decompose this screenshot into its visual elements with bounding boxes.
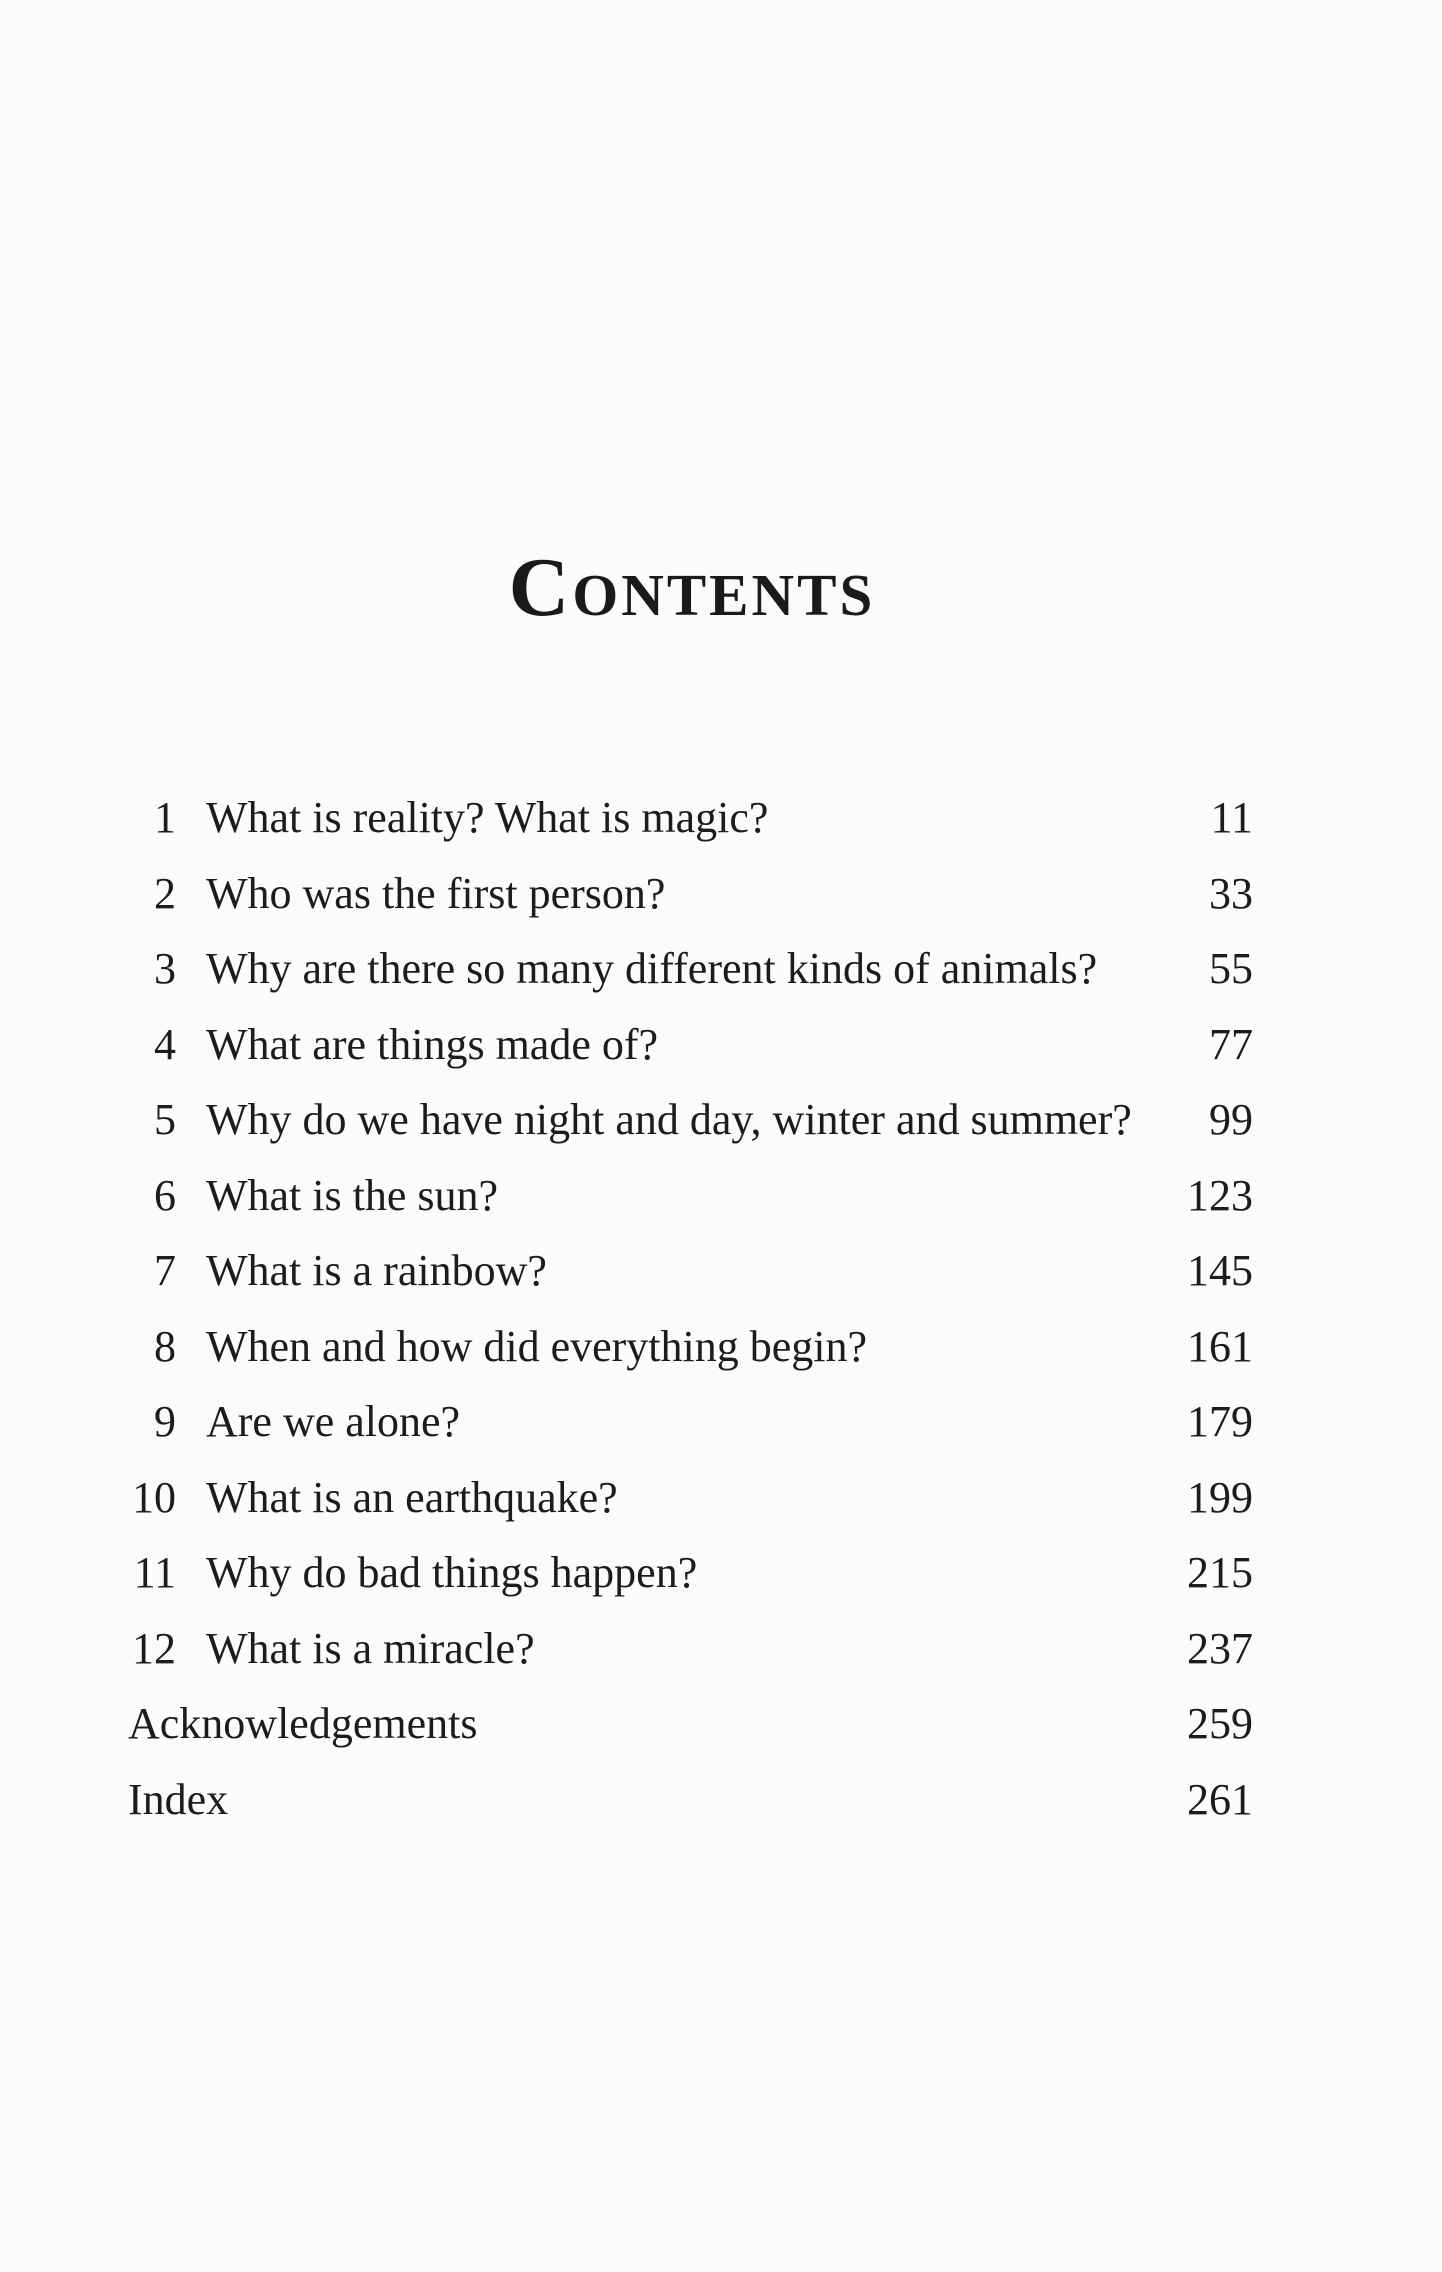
page-number: 145 xyxy=(1187,1246,1253,1295)
toc-entry-10 xyxy=(128,1460,1253,1536)
chapter-number: 9 xyxy=(154,1397,176,1446)
chapter-number: 11 xyxy=(133,1548,176,1597)
section-title: Index xyxy=(128,1774,229,1824)
toc-entry-2 xyxy=(128,856,1253,932)
chapter-number: 4 xyxy=(154,1019,176,1069)
chapter-title: When and how did everything begin? xyxy=(206,1321,868,1371)
toc-entry-5 xyxy=(128,1082,1253,1158)
page-number: 179 xyxy=(1187,1397,1253,1446)
chapter-title: What is a miracle? xyxy=(206,1623,535,1673)
toc-entry-acknowledgements xyxy=(128,1686,1253,1762)
toc-entry-6 xyxy=(128,1158,1253,1234)
chapter-title: Why do we have night and day, winter and summer? xyxy=(206,1095,1132,1144)
chapter-title: Who was the first person? xyxy=(206,868,666,918)
chapter-title: What are things made of? xyxy=(206,1019,659,1069)
section-title: Acknowledgements xyxy=(128,1699,478,1748)
page-number: 11 xyxy=(1210,793,1253,842)
toc-entry-7 xyxy=(128,1233,1253,1309)
chapter-title: What is an earthquake? xyxy=(206,1472,618,1522)
page-number: 215 xyxy=(1187,1548,1253,1597)
table-of-contents xyxy=(128,780,1253,1837)
toc-entry-1 xyxy=(128,780,1253,856)
page-number: 55 xyxy=(1209,944,1253,993)
page-number: 259 xyxy=(1187,1699,1253,1748)
chapter-title: Why are there so many different kinds of animals? xyxy=(206,944,1098,993)
chapter-number: 8 xyxy=(154,1321,176,1371)
toc-entry-index xyxy=(128,1762,1253,1838)
page-number: 261 xyxy=(1187,1774,1253,1824)
toc-entry-3 xyxy=(128,931,1253,1007)
page-number: 199 xyxy=(1187,1472,1253,1522)
page-number: 33 xyxy=(1209,868,1253,918)
page-number: 123 xyxy=(1187,1170,1253,1220)
chapter-number: 6 xyxy=(154,1170,176,1220)
chapter-title: What is the sun? xyxy=(206,1170,499,1220)
toc-entry-12 xyxy=(128,1611,1253,1687)
chapter-number: 12 xyxy=(132,1623,176,1673)
page-number: 77 xyxy=(1209,1019,1253,1069)
toc-entry-11 xyxy=(128,1535,1253,1611)
toc-entry-8 xyxy=(128,1309,1253,1385)
chapter-title: Are we alone? xyxy=(206,1397,461,1446)
page-number: 237 xyxy=(1187,1623,1253,1673)
chapter-number: 7 xyxy=(154,1246,176,1295)
chapter-number: 1 xyxy=(154,793,176,842)
toc-entry-4 xyxy=(128,1007,1253,1083)
page-title: Contents xyxy=(508,541,876,635)
toc-entry-9 xyxy=(128,1384,1253,1460)
chapter-title: Why do bad things happen? xyxy=(206,1548,698,1597)
chapter-number: 3 xyxy=(154,944,176,993)
chapter-title: What is reality? What is magic? xyxy=(206,793,769,842)
page-number: 99 xyxy=(1209,1095,1253,1144)
chapter-title: What is a rainbow? xyxy=(206,1246,547,1295)
page-number: 161 xyxy=(1187,1321,1253,1371)
chapter-number: 10 xyxy=(132,1472,176,1522)
chapter-number: 2 xyxy=(154,868,176,918)
chapter-number: 5 xyxy=(154,1095,176,1144)
